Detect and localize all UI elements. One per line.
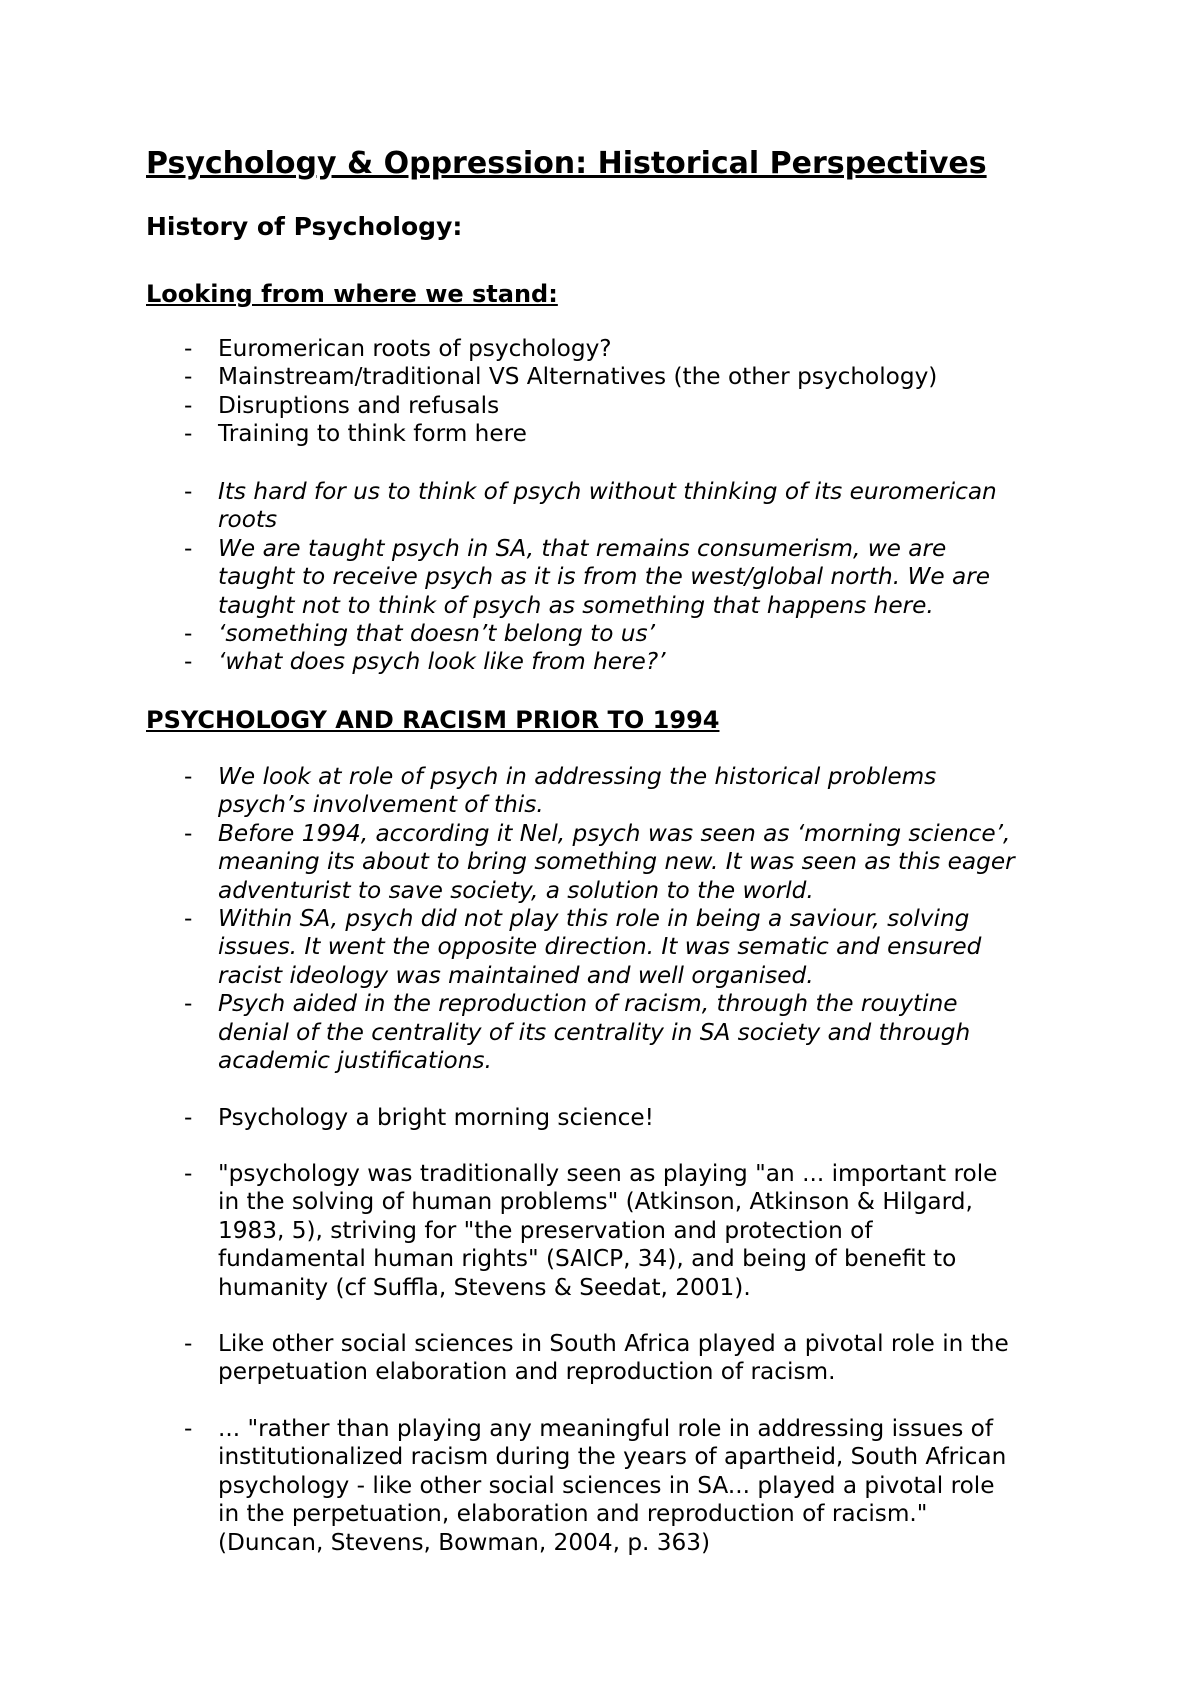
list-item-line: - Its hard for us to think of psych without thinking of its euromerican	[218, 478, 997, 505]
quote-duncan-bullet-list	[0, 1415, 1200, 1557]
roots-bullet-list	[0, 335, 1200, 449]
list-item-line: racist ideology was maintained and well organised.	[218, 961, 814, 989]
list-item-line: issues. It went the opposite direction. It was sematic and ensured	[218, 933, 982, 961]
list-item-line: perpetuation elaboration and reproduction of racism.	[218, 1358, 836, 1386]
list-item	[0, 763, 1200, 820]
list-item-line: - ... "rather than playing any meaningful role in addressing issues of	[218, 1415, 994, 1442]
list-item	[0, 648, 1200, 676]
list-item-line: roots	[218, 506, 278, 534]
list-item	[0, 820, 1200, 905]
racism-notes-bullet-list	[0, 763, 1200, 1075]
list-item-line: fundamental human rights" (SAICP, 34), and being of benefit to	[218, 1245, 957, 1273]
list-item: - Mainstream/traditional VS Alternatives (the other psychology)	[0, 363, 1200, 391]
subheading-looking-from-where-we-stand: Looking from where we stand:	[146, 280, 558, 308]
list-item-line: - Like other social sciences in South Africa played a pivotal role in the	[218, 1330, 1009, 1357]
social-sciences-bullet-list	[0, 1330, 1200, 1387]
list-item-line: - Before 1994, according it Nel, psych was seen as ‘morning science’,	[218, 819, 1011, 847]
list-item-line: meaning its about to bring something new. It was seen as this eager	[218, 848, 1015, 876]
list-item-line: - Psych aided in the reproduction of racism, through the rouytine	[218, 990, 958, 1018]
list-item-line: in the solving of human problems" (Atkinson, Atkinson & Hilgard,	[218, 1188, 973, 1216]
list-item-line: psych’s involvement of this.	[218, 791, 544, 819]
list-item	[0, 905, 1200, 990]
list-item	[0, 620, 1200, 648]
list-item	[0, 535, 1200, 620]
list-item-line: adventurist to save society, a solution to the world.	[218, 876, 814, 904]
list-item-line: - Within SA, psych did not play this role in being a saviour, solving	[218, 905, 970, 933]
list-item: - Training to think form here	[0, 420, 1200, 448]
list-item-line: - "psychology was traditionally seen as playing "an ... important role	[218, 1160, 998, 1187]
list-item-line: psychology - like other social sciences in SA... played a pivotal role	[218, 1471, 995, 1499]
list-item-line: 1983, 5), striving for "the preservation and protection of	[218, 1216, 873, 1244]
list-item-line: - We look at role of psych in addressing the historical problems	[218, 763, 937, 790]
list-item-line: academic justifications.	[218, 1047, 492, 1075]
list-item	[0, 478, 1200, 535]
list-item-line: taught to receive psych as it is from the west/global north. We are	[218, 563, 991, 591]
list-item	[0, 1104, 1200, 1132]
quote-atkinson-bullet-list	[0, 1160, 1200, 1302]
list-item-line: (Duncan, Stevens, Bowman, 2004, p. 363)	[218, 1528, 711, 1556]
list-item: - Euromerican roots of psychology?	[0, 335, 1200, 363]
list-item-line: in the perpetuation, elaboration and reproduction of racism."	[218, 1500, 928, 1528]
notes-bullet-list	[0, 478, 1200, 677]
list-item-line: institutionalized racism during the years of apartheid, South African	[218, 1443, 1007, 1471]
list-item-line: - Psychology a bright morning science!	[218, 1104, 654, 1131]
list-item-line: - ‘what does psych look like from here?’	[218, 648, 666, 676]
subheading-psychology-and-racism: PSYCHOLOGY AND RACISM PRIOR TO 1994	[146, 706, 720, 734]
list-item-line: humanity (cf Suffla, Stevens & Seedat, 2001).	[218, 1273, 751, 1301]
document-title: Psychology & Oppression: Historical Perspectives	[146, 146, 987, 181]
list-item	[0, 1160, 1200, 1302]
list-item	[0, 1330, 1200, 1387]
list-item	[0, 1415, 1200, 1557]
list-item-line: - We are taught psych in SA, that remains consumerism, we are	[218, 534, 947, 562]
list-item-line: denial of the centrality of its centrality in SA society and through	[218, 1018, 971, 1046]
morning-science-bullet-list	[0, 1104, 1200, 1132]
list-item-line: taught not to think of psych as something that happens here.	[218, 591, 934, 619]
list-item: - Disruptions and refusals	[0, 392, 1200, 420]
list-item	[0, 990, 1200, 1075]
section-heading: History of Psychology:	[146, 212, 463, 241]
list-item-line: - ‘something that doesn’t belong to us’	[218, 620, 655, 648]
